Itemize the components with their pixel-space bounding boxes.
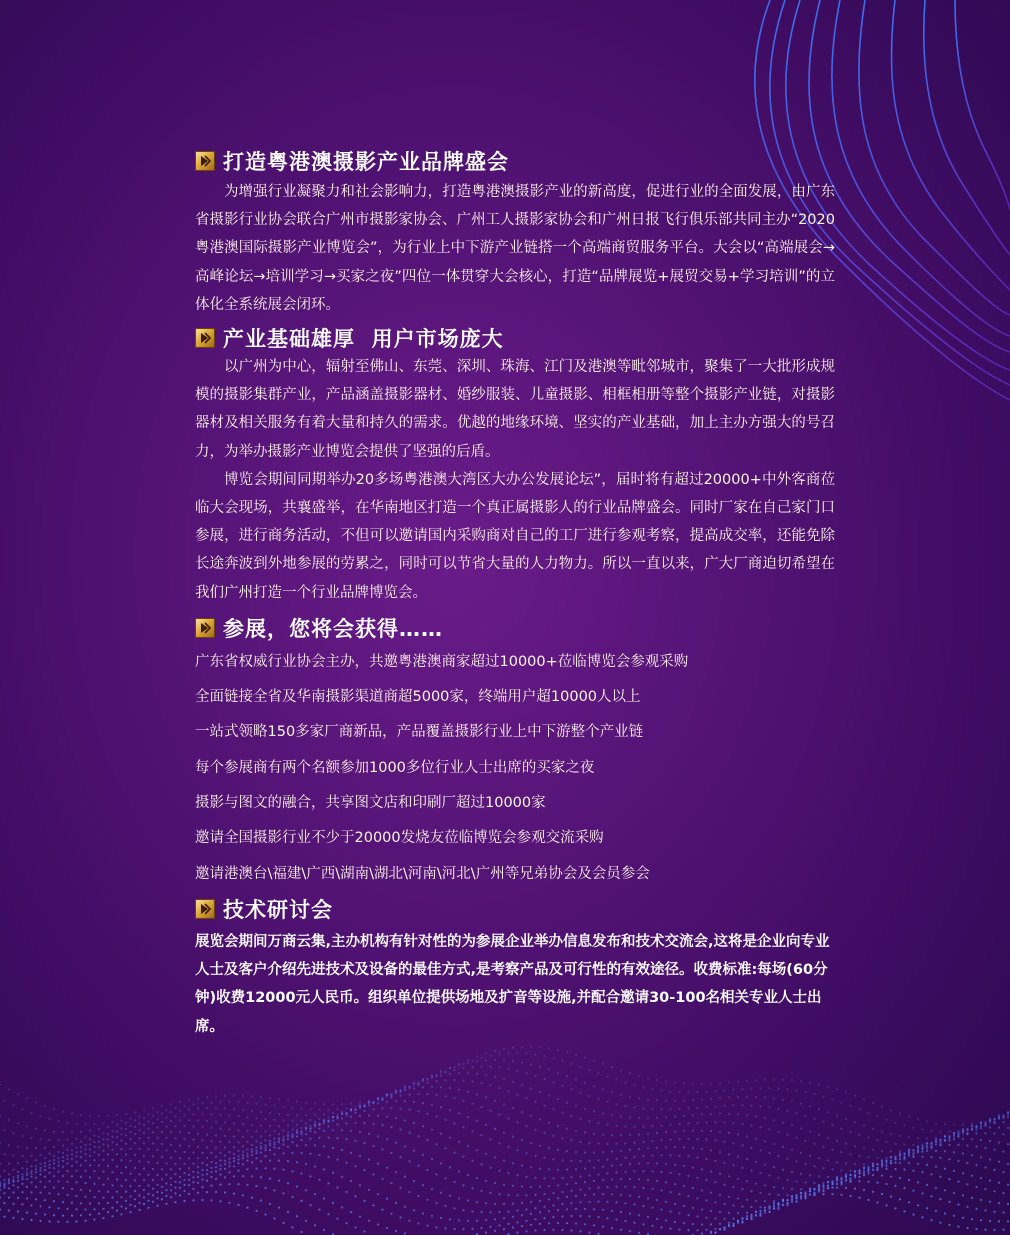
section-paragraph: 展览会期间万商云集,主办机构有针对性的为参展企业举办信息发布和技术交流会,这将是企业向专业人士及客户介绍先进技术及设备的最佳方式,是考察产品及可行性的有效途径。收费标准:每场(60分钟)收费12000元人民币。组织单位提供场地及扩音等设施,并配合邀请30-100名相关专业人士出席。 [195,933,830,1035]
section-title-benefits [195,613,835,643]
title-arrow-icon [195,328,215,348]
section-paragraph: 以广州为中心，辐射至佛山、东莞、深圳、珠海、江门及港澳等毗邻城市，聚集了一大批形成规模的摄影集群产业，产品涵盖摄影器材、婚纱服装、儿童摄影、相框相册等整个摄影产业链，对摄影器材及相关服务有着大量和持久的需求。优越的地缘环境、坚实的产业基础，加上主办方强大的号召力，为举办摄影产业博览会提供了坚强的后盾。 [195,359,835,460]
section-title-text: 参展，您将会获得…… [223,616,443,641]
section-title-text: 产业基础雄厚 用户市场庞大 [223,327,504,352]
section-title-industry-base [195,323,835,353]
list-item: 邀请全国摄影行业不少于20000发烧友莅临博览会参观交流采购 [195,830,604,847]
title-arrow-icon [195,899,215,919]
list-item: 每个参展商有两个名额参加1000多位行业人士出席的买家之夜 [195,759,595,776]
list-item: 一站式领略150多家厂商新品，产品覆盖摄影行业上中下游整个产业链 [195,724,644,741]
section-title-brand-event [195,146,835,176]
list-item: 邀请港澳台\福建\广西\湖南\湖北\河南\河北\广州等兄弟协会及会员参会 [195,865,650,882]
list-item: 全面链接全省及华南摄影渠道商超5000家，终端用户超10000人以上 [195,689,641,706]
section-title-text: 技术研讨会 [223,897,333,922]
title-arrow-icon [195,618,215,638]
decorative-dot-wave [0,1045,1010,1235]
section-title-text: 打造粤港澳摄影产业品牌盛会 [223,150,509,174]
section-paragraph: 为增强行业凝聚力和社会影响力，打造粤港澳摄影产业的新高度，促进行业的全面发展，由广东省摄影行业协会联合广州市摄影家协会、广州工人摄影家协会和广州日报飞行俱乐部共同主办“2020粤港澳国际摄影产业博览会”，为行业上中下游产业链搭一个高端商贸服务平台。大会以“高端展会→高峰论坛→培训学习→买家之夜”四位一体贯穿大会核心，打造“品牌展览+展贸交易+学习培训”的立体化全系统展会闭环。 [195,184,835,313]
section-title-seminar [195,894,835,924]
section-paragraph: 博览会期间同期举办20多场粤港澳大湾区大办公发展论坛”，届时将有超过20000+中外客商莅临大会现场，共襄盛举，在华南地区打造一个真正属摄影人的行业品牌盛会。同时厂家在自己家门口参展，进行商务活动，不但可以邀请国内采购商对自己的工厂进行参观考察，提高成交率，还能免除长途奔波到外地参展的劳累之，同时可以节省大量的人力物力。所以一直以来，广大厂商迫切希望在我们广州打造一个行业品牌博览会。 [195,471,835,601]
list-item: 广东省权威行业协会主办，共邀粤港澳商家超过10000+莅临博览会参观采购 [195,653,689,670]
benefits-list [195,645,835,892]
content-area [195,146,835,1041]
list-item: 摄影与图文的融合，共享图文店和印刷厂超过10000家 [195,795,546,812]
title-arrow-icon [195,151,215,171]
